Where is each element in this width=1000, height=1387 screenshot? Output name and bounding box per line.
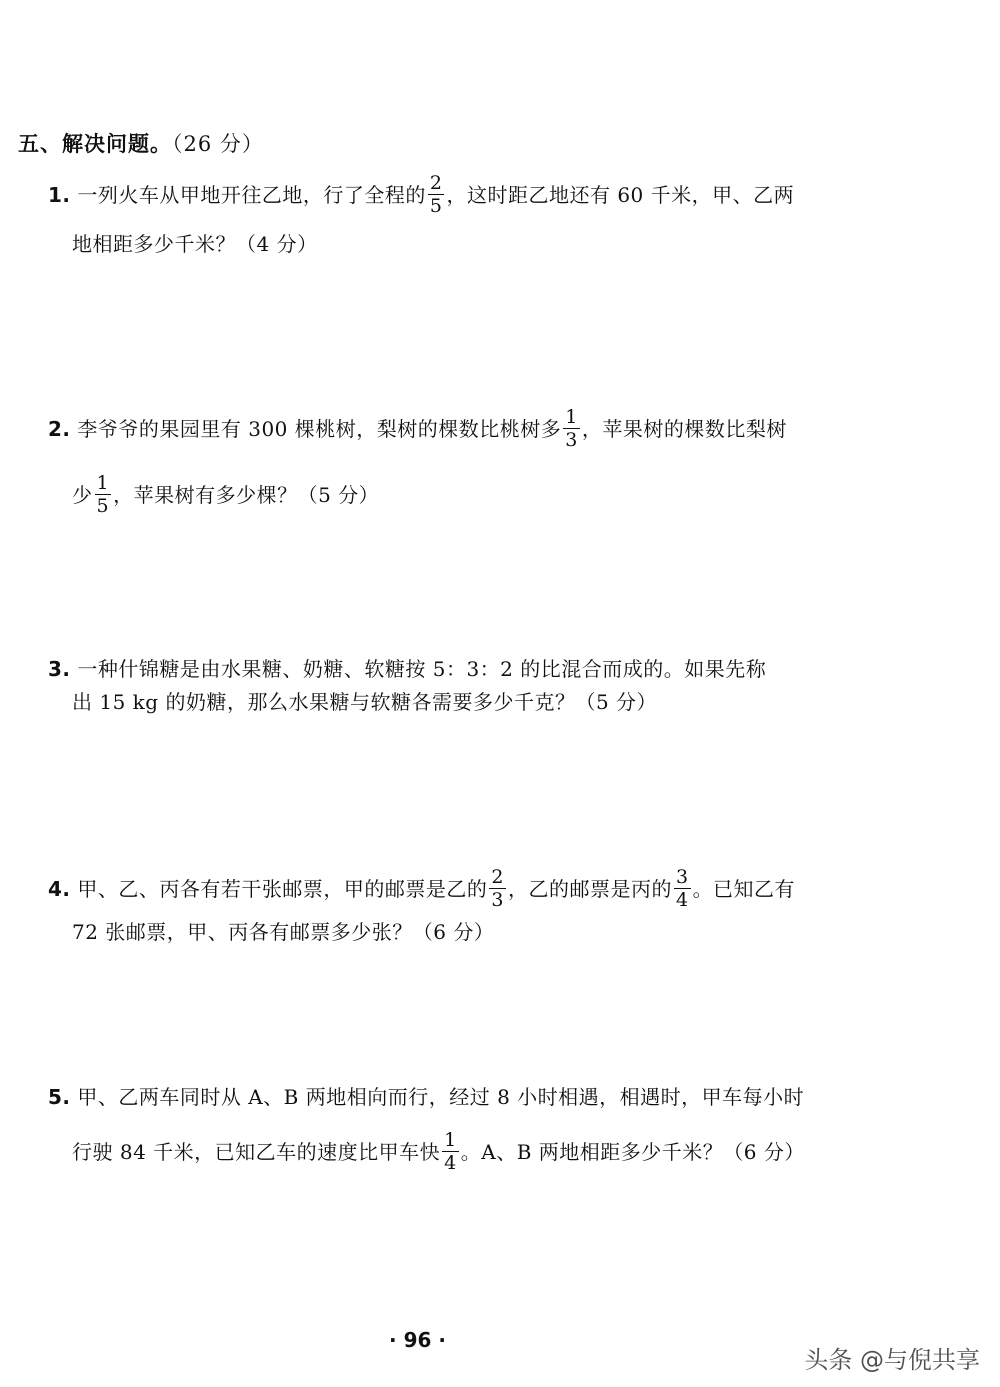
fraction-denominator: 3	[565, 429, 578, 451]
fraction-denominator: 4	[444, 1152, 457, 1174]
problem-4-number: 4.	[48, 877, 71, 901]
problem-2-line-1	[48, 408, 787, 453]
problem-4-line-2	[72, 918, 494, 946]
problem-4-line-1	[48, 868, 795, 913]
problem-5-line-2	[72, 1131, 805, 1176]
section-title: 五、解决问题。	[18, 131, 172, 156]
problem-1-text-a: 一列火车从甲地开往乙地，行了全程的	[77, 183, 426, 207]
problem-5-line-1	[48, 1083, 804, 1111]
problem-5-text-c: 。A、B 两地相距多少千米？（6 分）	[460, 1140, 805, 1164]
fraction-denominator: 3	[491, 889, 504, 911]
problem-1-text-b: ，这时距乙地还有 60 千米，甲、乙两	[446, 183, 795, 207]
fraction-numerator: 3	[675, 866, 689, 888]
problem-2-text-d: ，苹果树有多少棵？（5 分）	[113, 483, 380, 507]
problem-1-text-line-2: 地相距多少千米？（4 分）	[72, 232, 318, 256]
problem-3-text-b: 出 15 kg 的奶糖，那么水果糖与软糖各需要多少千克？（5 分）	[72, 690, 658, 714]
fraction-numerator: 1	[565, 406, 578, 428]
problem-2-text-a: 李爷爷的果园里有 300 棵桃树，梨树的棵数比桃树多	[77, 417, 562, 441]
section-heading	[18, 128, 264, 158]
problem-3-number: 3.	[48, 657, 71, 681]
watermark: 头条 @与倪共享	[804, 1346, 980, 1374]
problem-1-line-2	[72, 230, 318, 258]
problem-3-text-a: 一种什锦糖是由水果糖、奶糖、软糖按 5：3：2 的比混合而成的。如果先称	[77, 657, 767, 681]
problem-4-text-c: 。已知乙有	[692, 877, 796, 901]
problem-1-line-1	[48, 174, 794, 219]
problem-4-fraction-1	[489, 866, 506, 911]
problem-2-fraction-2	[95, 472, 112, 517]
problem-4-text-a: 甲、乙、丙各有若干张邮票，甲的邮票是乙的	[77, 877, 488, 901]
fraction-denominator: 5	[96, 495, 110, 517]
problem-3-line-1	[48, 655, 766, 683]
problem-4-text-d: 72 张邮票，甲、丙各有邮票多少张？（6 分）	[72, 920, 495, 944]
section-score: （26 分）	[172, 132, 264, 156]
fraction-numerator: 2	[491, 866, 504, 888]
problem-2-line-2	[72, 474, 379, 519]
problem-4-text-b: ，乙的邮票是丙的	[507, 877, 672, 901]
fraction-numerator: 1	[96, 472, 110, 494]
problem-1-fraction	[428, 172, 445, 217]
fraction-denominator: 5	[429, 195, 443, 217]
fraction-numerator: 1	[444, 1129, 457, 1151]
problem-4-fraction-2	[674, 866, 691, 911]
problem-5-number: 5.	[48, 1085, 71, 1109]
problem-2-text-c: 少	[72, 483, 93, 507]
problem-5-fraction	[442, 1129, 459, 1174]
fraction-denominator: 4	[675, 889, 689, 911]
problem-1-number: 1.	[48, 183, 71, 207]
fraction-numerator: 2	[429, 172, 443, 194]
problem-2-text-b: ，苹果树的棵数比梨树	[581, 417, 787, 441]
problem-2-fraction-1	[563, 406, 580, 451]
problem-5-text-a: 甲、乙两车同时从 A、B 两地相向而行，经过 8 小时相遇，相遇时，甲车每小时	[77, 1085, 805, 1109]
problem-3-line-2	[72, 688, 657, 716]
problem-5-text-b: 行驶 84 千米，已知乙车的速度比甲车快	[72, 1140, 441, 1164]
problem-2-number: 2.	[48, 417, 71, 441]
page-number: · 96 ·	[389, 1328, 446, 1352]
